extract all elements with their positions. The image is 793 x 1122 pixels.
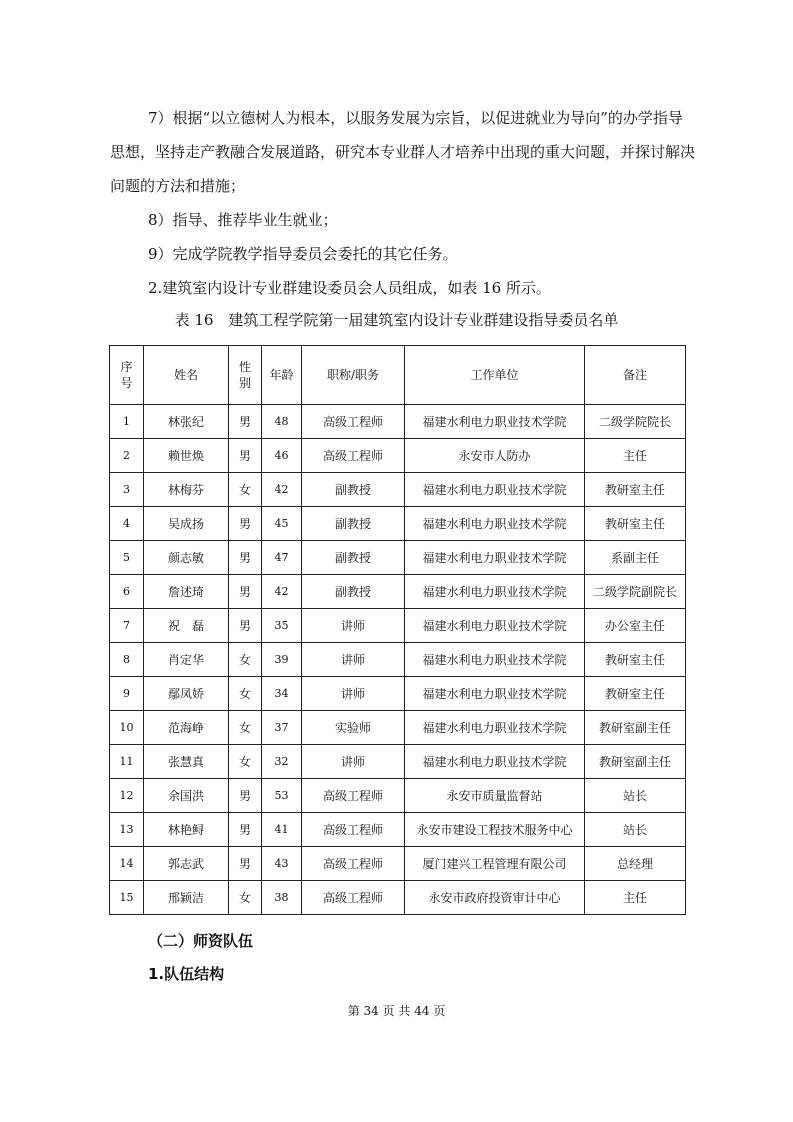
cell-unit: 永安市质量监督站 [405,779,585,813]
cell-unit: 福建水利电力职业技术学院 [405,473,585,507]
cell-unit: 福建水利电力职业技术学院 [405,541,585,575]
cell-no: 10 [110,711,144,745]
cell-title: 高级工程师 [302,779,405,813]
cell-age: 41 [262,813,302,847]
cell-name: 郭志武 [144,847,229,881]
table-row [110,745,686,779]
cell-unit: 福建水利电力职业技术学院 [405,507,585,541]
cell-note: 站长 [585,779,686,813]
cell-unit: 福建水利电力职业技术学院 [405,745,585,779]
cell-title: 高级工程师 [302,881,405,915]
cell-title: 副教授 [302,507,405,541]
cell-age: 37 [262,711,302,745]
cell-note: 教研室副主任 [585,745,686,779]
cell-note: 主任 [585,881,686,915]
cell-name: 余国洪 [144,779,229,813]
cell-note: 教研室副主任 [585,711,686,745]
cell-no: 12 [110,779,144,813]
cell-no: 14 [110,847,144,881]
cell-gender: 女 [229,711,262,745]
cell-title: 副教授 [302,541,405,575]
cell-gender: 男 [229,541,262,575]
section-heading: （二）师资队伍 [148,932,254,950]
cell-no: 11 [110,745,144,779]
cell-age: 39 [262,643,302,677]
paragraph-item-8: 8）指导、推荐毕业生就业； [148,211,338,229]
cell-age: 43 [262,847,302,881]
cell-note: 系副主任 [585,541,686,575]
cell-note: 主任 [585,439,686,473]
cell-age: 32 [262,745,302,779]
cell-name: 詹述琦 [144,575,229,609]
cell-age: 53 [262,779,302,813]
table-row [110,813,686,847]
table-caption: 表 16 建筑工程学院第一届建筑室内设计专业群建设指导委员名单 [174,311,619,329]
cell-age: 34 [262,677,302,711]
cell-note: 教研室主任 [585,643,686,677]
table-row [110,779,686,813]
cell-title: 高级工程师 [302,405,405,439]
table-row [110,677,686,711]
cell-name: 林张纪 [144,405,229,439]
cell-unit: 永安市政府投资审计中心 [405,881,585,915]
header-age: 年龄 [262,346,302,405]
cell-age: 42 [262,575,302,609]
cell-name: 鄢凤娇 [144,677,229,711]
table-row [110,881,686,915]
subsection-heading: 1.队伍结构 [148,965,225,983]
cell-age: 42 [262,473,302,507]
cell-name: 张慧真 [144,745,229,779]
cell-gender: 女 [229,881,262,915]
table-row [110,541,686,575]
cell-age: 46 [262,439,302,473]
header-name: 姓名 [144,346,229,405]
cell-name: 范海峥 [144,711,229,745]
table-row [110,473,686,507]
cell-age: 45 [262,507,302,541]
cell-note: 二级学院副院长 [585,575,686,609]
cell-gender: 女 [229,677,262,711]
cell-gender: 男 [229,575,262,609]
cell-gender: 男 [229,405,262,439]
cell-age: 35 [262,609,302,643]
cell-no: 4 [110,507,144,541]
page-footer: 第 34 页 共 44 页 [347,1004,446,1018]
cell-unit: 福建水利电力职业技术学院 [405,643,585,677]
cell-gender: 女 [229,473,262,507]
cell-no: 1 [110,405,144,439]
cell-gender: 女 [229,643,262,677]
table-row [110,711,686,745]
header-title: 职称/职务 [302,346,405,405]
cell-unit: 福建水利电力职业技术学院 [405,575,585,609]
cell-title: 讲师 [302,677,405,711]
header-no: 序 号 [110,346,144,405]
cell-note: 办公室主任 [585,609,686,643]
cell-name: 林梅芬 [144,473,229,507]
cell-title: 副教授 [302,575,405,609]
cell-name: 肖定华 [144,643,229,677]
cell-age: 47 [262,541,302,575]
cell-name: 赖世焕 [144,439,229,473]
cell-name: 祝 磊 [144,609,229,643]
table-row [110,575,686,609]
cell-no: 2 [110,439,144,473]
table-row [110,439,686,473]
cell-no: 5 [110,541,144,575]
cell-gender: 男 [229,439,262,473]
cell-unit: 福建水利电力职业技术学院 [405,609,585,643]
cell-no: 15 [110,881,144,915]
cell-note: 二级学院院长 [585,405,686,439]
table-row [110,847,686,881]
table-row [110,609,686,643]
cell-no: 3 [110,473,144,507]
cell-gender: 男 [229,847,262,881]
cell-name: 吴成扬 [144,507,229,541]
cell-age: 38 [262,881,302,915]
cell-title: 高级工程师 [302,439,405,473]
cell-no: 9 [110,677,144,711]
cell-title: 高级工程师 [302,847,405,881]
cell-no: 8 [110,643,144,677]
paragraph-committee-intro: 2.建筑室内设计专业群建设委员会人员组成，如表 16 所示。 [148,279,551,297]
cell-title: 高级工程师 [302,813,405,847]
cell-unit: 福建水利电力职业技术学院 [405,405,585,439]
header-gender: 性 别 [229,346,262,405]
cell-title: 讲师 [302,745,405,779]
table-row [110,405,686,439]
cell-unit: 永安市建设工程技术服务中心 [405,813,585,847]
cell-title: 副教授 [302,473,405,507]
cell-title: 讲师 [302,609,405,643]
cell-title: 讲师 [302,643,405,677]
cell-name: 邢颖洁 [144,881,229,915]
cell-name: 颜志敏 [144,541,229,575]
cell-note: 教研室主任 [585,507,686,541]
cell-gender: 男 [229,779,262,813]
table-header-row [110,346,686,405]
header-unit: 工作单位 [405,346,585,405]
header-note: 备注 [585,346,686,405]
table-row [110,507,686,541]
cell-gender: 男 [229,609,262,643]
cell-no: 6 [110,575,144,609]
cell-note: 教研室主任 [585,677,686,711]
paragraph-item-9: 9）完成学院教学指导委员会委托的其它任务。 [148,245,458,263]
cell-unit: 厦门建兴工程管理有限公司 [405,847,585,881]
cell-name: 林艳鲟 [144,813,229,847]
cell-note: 站长 [585,813,686,847]
committee-table [109,345,686,915]
cell-unit: 永安市人防办 [405,439,585,473]
paragraph-item-7: 7）根据“以立德树人为根本，以服务发展为宗旨，以促进就业为导向”的办学指导思想，坚持走产教融合发展道路，研究本专业群人才培养中出现的重大问题，并探讨解决问题的方法和措施； [110,109,696,195]
cell-unit: 福建水利电力职业技术学院 [405,711,585,745]
cell-note: 总经理 [585,847,686,881]
cell-gender: 男 [229,507,262,541]
cell-no: 13 [110,813,144,847]
cell-age: 48 [262,405,302,439]
cell-unit: 福建水利电力职业技术学院 [405,677,585,711]
cell-title: 实验师 [302,711,405,745]
cell-note: 教研室主任 [585,473,686,507]
cell-gender: 女 [229,745,262,779]
cell-gender: 男 [229,813,262,847]
cell-no: 7 [110,609,144,643]
table-row [110,643,686,677]
